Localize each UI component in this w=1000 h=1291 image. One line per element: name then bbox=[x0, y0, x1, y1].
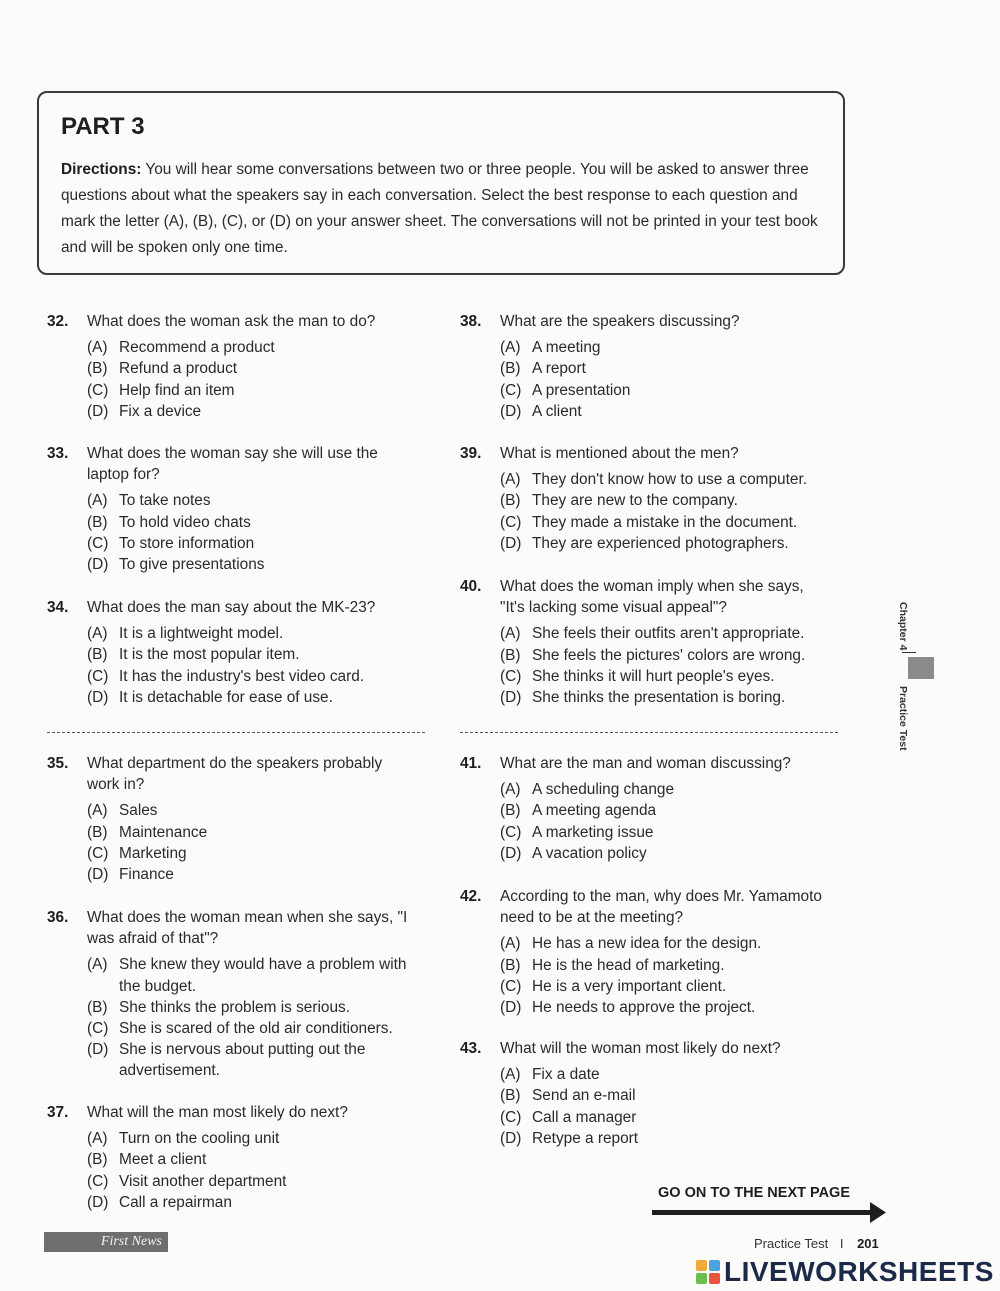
answer-options bbox=[87, 1128, 427, 1213]
option-letter: (C) bbox=[87, 534, 109, 552]
answer-option[interactable] bbox=[500, 976, 845, 997]
option-letter: (A) bbox=[87, 625, 108, 643]
option-text: She thinks the problem is serious. bbox=[119, 998, 350, 1016]
answer-option[interactable] bbox=[500, 997, 845, 1018]
question-37 bbox=[47, 1102, 427, 1213]
answer-option[interactable] bbox=[87, 800, 412, 821]
option-text: Recommend a product bbox=[119, 339, 275, 357]
option-letter: (B) bbox=[500, 1087, 521, 1105]
option-letter: (D) bbox=[500, 999, 522, 1017]
answer-options bbox=[87, 800, 412, 885]
liveworksheets-watermark bbox=[696, 1255, 994, 1289]
option-letter: (D) bbox=[87, 402, 109, 420]
option-letter: (A) bbox=[87, 1130, 108, 1148]
question-stem: What will the man most likely do next? bbox=[87, 1104, 348, 1121]
answer-option[interactable] bbox=[87, 666, 427, 687]
answer-option[interactable] bbox=[500, 843, 850, 864]
footer-separator: I bbox=[839, 1236, 844, 1251]
answer-options bbox=[87, 337, 427, 422]
question-stem: According to the man, why does Mr. Yamamoto need to be at the meeting? bbox=[500, 888, 822, 927]
option-text: Call a repairman bbox=[119, 1193, 232, 1211]
option-letter: (A) bbox=[87, 492, 108, 510]
option-text: She feels the pictures' colors are wrong. bbox=[532, 646, 806, 664]
option-letter: (D) bbox=[87, 1193, 109, 1211]
next-page-label: GO ON TO THE NEXT PAGE bbox=[658, 1185, 851, 1201]
option-text: It is a lightweight model. bbox=[119, 625, 284, 643]
option-letter: (B) bbox=[500, 492, 521, 510]
answer-option[interactable] bbox=[500, 645, 832, 666]
question-number: 41. bbox=[460, 755, 482, 772]
question-stem: What are the man and woman discussing? bbox=[500, 755, 791, 772]
option-text: A meeting bbox=[532, 339, 601, 357]
option-letter: (D) bbox=[87, 688, 109, 706]
question-33 bbox=[47, 443, 407, 575]
part-title: PART 3 bbox=[61, 113, 145, 140]
answer-option[interactable] bbox=[87, 1192, 427, 1213]
option-text: He needs to approve the project. bbox=[532, 999, 756, 1017]
answer-option[interactable] bbox=[500, 955, 845, 976]
option-text: Maintenance bbox=[119, 823, 208, 841]
footer-label: Practice Test bbox=[754, 1236, 829, 1251]
answer-option[interactable] bbox=[500, 469, 850, 490]
question-number: 33. bbox=[47, 445, 69, 462]
option-letter: (A) bbox=[87, 339, 108, 357]
option-text: Fix a device bbox=[119, 402, 202, 420]
page-number: 201 bbox=[857, 1236, 879, 1251]
question-42 bbox=[460, 886, 845, 1018]
option-text: It is the most popular item. bbox=[119, 646, 300, 664]
option-letter: (B) bbox=[500, 802, 521, 820]
question-stem: What does the woman say she will use the laptop for? bbox=[87, 445, 378, 484]
answer-option[interactable] bbox=[87, 1171, 427, 1192]
tab-marker bbox=[908, 657, 934, 679]
answer-options bbox=[500, 779, 850, 864]
option-letter: (B) bbox=[87, 998, 108, 1016]
answer-option[interactable] bbox=[500, 1064, 850, 1085]
question-number: 39. bbox=[460, 445, 482, 462]
option-text: Visit another department bbox=[119, 1172, 287, 1190]
section-divider bbox=[47, 732, 425, 733]
option-text: She knew they would have a problem with the budget. bbox=[119, 956, 407, 995]
option-text: Help find an item bbox=[119, 381, 235, 399]
option-letter: (C) bbox=[87, 844, 109, 862]
answer-option[interactable] bbox=[500, 1085, 850, 1106]
option-letter: (A) bbox=[500, 1066, 521, 1084]
option-text: To hold video chats bbox=[119, 513, 251, 531]
answer-option[interactable] bbox=[87, 533, 407, 554]
question-39 bbox=[460, 443, 850, 554]
option-text: Refund a product bbox=[119, 360, 238, 378]
answer-option[interactable] bbox=[87, 554, 407, 575]
answer-option[interactable] bbox=[500, 933, 845, 954]
question-32 bbox=[47, 311, 427, 422]
answer-option[interactable] bbox=[87, 1039, 415, 1081]
answer-option[interactable] bbox=[500, 512, 850, 533]
option-text: Finance bbox=[119, 866, 174, 884]
option-text: Fix a date bbox=[532, 1066, 600, 1084]
answer-option[interactable] bbox=[87, 358, 427, 379]
option-text: She is nervous about putting out the advertisement. bbox=[119, 1041, 366, 1080]
option-text: They are experienced photographers. bbox=[532, 534, 789, 552]
option-letter: (B) bbox=[87, 513, 108, 531]
option-letter: (C) bbox=[500, 1108, 522, 1126]
directions-label: Directions: bbox=[61, 161, 142, 178]
option-letter: (B) bbox=[87, 1151, 108, 1169]
answer-options bbox=[500, 933, 845, 1018]
option-text: He has a new idea for the design. bbox=[532, 935, 762, 953]
option-letter: (B) bbox=[87, 360, 108, 378]
question-34 bbox=[47, 597, 427, 708]
option-letter: (B) bbox=[87, 823, 108, 841]
option-letter: (A) bbox=[500, 781, 521, 799]
answer-option[interactable] bbox=[500, 1107, 850, 1128]
question-stem: What will the woman most likely do next? bbox=[500, 1040, 781, 1057]
option-text: He is a very important client. bbox=[532, 977, 727, 995]
publisher-name: First News bbox=[100, 1234, 162, 1249]
option-letter: (D) bbox=[500, 689, 522, 707]
chapter-side-tab bbox=[894, 600, 934, 760]
question-number: 32. bbox=[47, 313, 69, 330]
answer-option[interactable] bbox=[87, 1018, 415, 1039]
directions-body: You will hear some conversations between two or three people. You will be asked to answer three questions about what the speakers say in each conversation. Select the best response to each question and mark the letter (A), (B), (C), or (D) on your answer sheet. The conversations will not be printed in your test book and will be spoken only one time. bbox=[61, 161, 818, 256]
answer-options bbox=[87, 490, 407, 575]
answer-option[interactable] bbox=[500, 822, 850, 843]
answer-option[interactable] bbox=[87, 687, 427, 708]
option-letter: (D) bbox=[500, 1129, 522, 1147]
answer-option[interactable] bbox=[87, 644, 427, 665]
answer-option[interactable] bbox=[500, 779, 850, 800]
answer-options bbox=[500, 469, 850, 554]
answer-option[interactable] bbox=[500, 533, 850, 554]
option-text: It has the industry's best video card. bbox=[119, 667, 365, 685]
option-text: She thinks it will hurt people's eyes. bbox=[532, 667, 775, 685]
option-letter: (C) bbox=[87, 667, 109, 685]
option-letter: (A) bbox=[87, 956, 108, 974]
answer-option[interactable] bbox=[87, 1128, 427, 1149]
option-letter: (D) bbox=[500, 402, 522, 420]
option-text: To give presentations bbox=[119, 556, 265, 574]
question-number: 34. bbox=[47, 599, 69, 616]
question-stem: What department do the speakers probably work in? bbox=[87, 755, 383, 794]
answer-option[interactable] bbox=[500, 687, 832, 708]
option-text: Retype a report bbox=[532, 1129, 639, 1147]
option-text: A presentation bbox=[532, 381, 631, 399]
question-stem: What is mentioned about the men? bbox=[500, 445, 739, 462]
question-number: 37. bbox=[47, 1104, 69, 1121]
publisher-logo bbox=[44, 1232, 168, 1252]
option-text: She feels their outfits aren't appropriate. bbox=[532, 625, 805, 643]
tab-divider bbox=[902, 652, 916, 653]
question-stem: What does the woman ask the man to do? bbox=[87, 313, 376, 330]
answer-option[interactable] bbox=[87, 623, 427, 644]
question-36 bbox=[47, 907, 415, 1082]
question-number: 43. bbox=[460, 1040, 482, 1057]
option-text: A marketing issue bbox=[532, 823, 654, 841]
option-text: To store information bbox=[119, 534, 255, 552]
question-number: 38. bbox=[460, 313, 482, 330]
section-label: Practice Test bbox=[897, 686, 909, 751]
directions-text bbox=[61, 157, 831, 261]
option-letter: (C) bbox=[500, 823, 522, 841]
option-text: Call a manager bbox=[532, 1108, 637, 1126]
option-text: She is scared of the old air conditioners. bbox=[119, 1020, 393, 1038]
chapter-label: Chapter 4 bbox=[897, 602, 909, 651]
question-number: 42. bbox=[460, 888, 482, 905]
option-letter: (C) bbox=[500, 977, 522, 995]
question-43 bbox=[460, 1038, 850, 1149]
option-text: To take notes bbox=[119, 492, 211, 510]
option-text: Marketing bbox=[119, 844, 187, 862]
option-letter: (C) bbox=[500, 381, 522, 399]
option-text: They made a mistake in the document. bbox=[532, 513, 798, 531]
option-text: A meeting agenda bbox=[532, 802, 657, 820]
answer-options bbox=[87, 954, 415, 1081]
answer-option[interactable] bbox=[500, 1128, 850, 1149]
option-letter: (A) bbox=[500, 935, 521, 953]
option-text: A scheduling change bbox=[532, 781, 675, 799]
answer-option[interactable] bbox=[500, 623, 832, 644]
answer-option[interactable] bbox=[87, 997, 415, 1018]
option-letter: (A) bbox=[87, 802, 108, 820]
question-stem: What does the woman mean when she says, "I was afraid of that"? bbox=[87, 909, 408, 948]
option-letter: (C) bbox=[500, 667, 522, 685]
question-stem: What does the woman imply when she says, "It's lacking some visual appeal"? bbox=[500, 578, 804, 617]
option-letter: (B) bbox=[500, 956, 521, 974]
option-letter: (C) bbox=[87, 1172, 109, 1190]
question-number: 35. bbox=[47, 755, 69, 772]
answer-option[interactable] bbox=[87, 954, 415, 996]
question-40 bbox=[460, 576, 832, 708]
option-letter: (C) bbox=[87, 1020, 109, 1038]
answer-option[interactable] bbox=[500, 401, 850, 422]
answer-option[interactable] bbox=[87, 337, 427, 358]
option-letter: (B) bbox=[87, 646, 108, 664]
option-text: They are new to the company. bbox=[532, 492, 738, 510]
question-number: 40. bbox=[460, 578, 482, 595]
answer-option[interactable] bbox=[87, 380, 427, 401]
option-text: Send an e-mail bbox=[532, 1087, 636, 1105]
option-text: Sales bbox=[119, 802, 158, 820]
answer-option[interactable] bbox=[500, 380, 850, 401]
question-35 bbox=[47, 753, 412, 885]
section-divider bbox=[460, 732, 838, 733]
option-letter: (D) bbox=[87, 1041, 109, 1059]
option-letter: (C) bbox=[87, 381, 109, 399]
answer-option[interactable] bbox=[500, 490, 850, 511]
question-stem: What are the speakers discussing? bbox=[500, 313, 740, 330]
option-letter: (D) bbox=[87, 556, 109, 574]
page-footer bbox=[754, 1236, 879, 1251]
answer-option[interactable] bbox=[87, 401, 427, 422]
option-text: It is detachable for ease of use. bbox=[119, 688, 333, 706]
question-41 bbox=[460, 753, 850, 864]
question-number: 36. bbox=[47, 909, 69, 926]
answer-option[interactable] bbox=[87, 843, 412, 864]
answer-options bbox=[500, 1064, 850, 1149]
next-page-arrow-icon bbox=[652, 1201, 888, 1225]
option-letter: (B) bbox=[500, 646, 521, 664]
option-text: Turn on the cooling unit bbox=[119, 1130, 280, 1148]
option-letter: (D) bbox=[500, 534, 522, 552]
option-text: They don't know how to use a computer. bbox=[532, 471, 807, 489]
option-letter: (B) bbox=[500, 360, 521, 378]
question-stem: What does the man say about the MK-23? bbox=[87, 599, 376, 616]
option-letter: (D) bbox=[500, 844, 522, 862]
option-text: She thinks the presentation is boring. bbox=[532, 689, 786, 707]
answer-option[interactable] bbox=[87, 822, 412, 843]
option-text: He is the head of marketing. bbox=[532, 956, 725, 974]
answer-option[interactable] bbox=[87, 512, 407, 533]
answer-option[interactable] bbox=[500, 666, 832, 687]
option-text: A client bbox=[532, 402, 582, 420]
answer-option[interactable] bbox=[87, 490, 407, 511]
answer-options bbox=[500, 623, 832, 708]
option-letter: (D) bbox=[87, 866, 109, 884]
option-text: A report bbox=[532, 360, 586, 378]
answer-option[interactable] bbox=[87, 864, 412, 885]
option-letter: (C) bbox=[500, 513, 522, 531]
option-letter: (A) bbox=[500, 339, 521, 357]
answer-option[interactable] bbox=[87, 1149, 427, 1170]
option-letter: (A) bbox=[500, 471, 521, 489]
option-letter: (A) bbox=[500, 625, 521, 643]
answer-options bbox=[500, 337, 850, 422]
option-text: Meet a client bbox=[119, 1151, 207, 1169]
watermark-text: LIVEWORKSHEETS bbox=[724, 1256, 994, 1287]
answer-options bbox=[87, 623, 427, 708]
option-text: A vacation policy bbox=[532, 844, 647, 862]
question-38 bbox=[460, 311, 850, 422]
answer-option[interactable] bbox=[500, 358, 850, 379]
answer-option[interactable] bbox=[500, 337, 850, 358]
answer-option[interactable] bbox=[500, 800, 850, 821]
liveworksheets-logo-icon bbox=[696, 1260, 720, 1284]
